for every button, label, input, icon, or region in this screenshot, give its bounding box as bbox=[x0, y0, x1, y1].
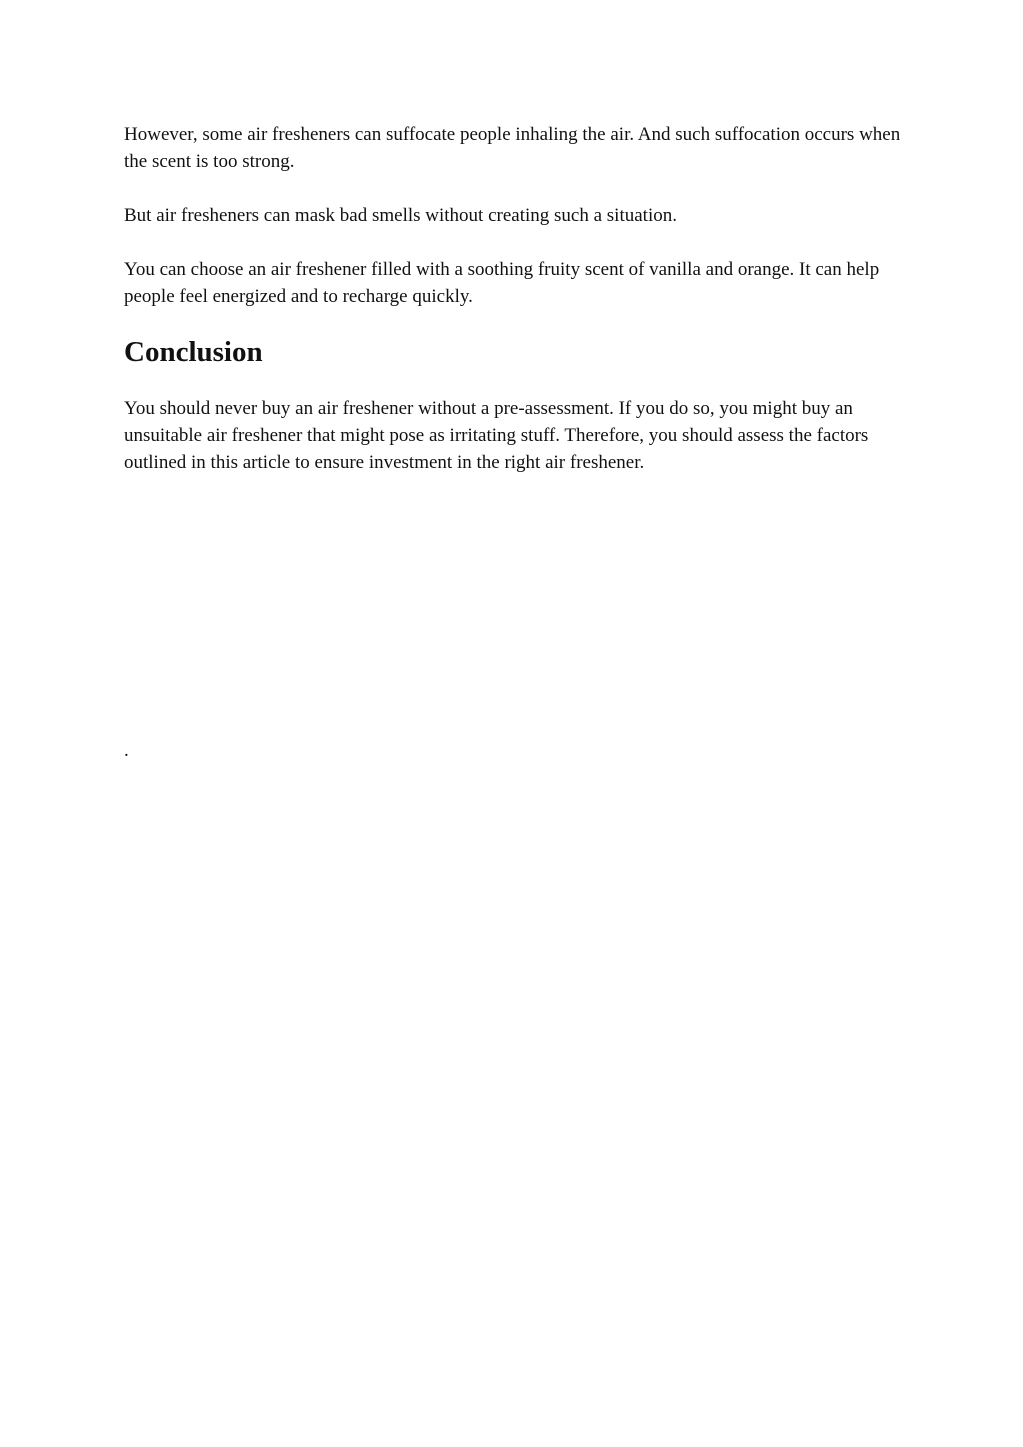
section-heading-conclusion: Conclusion bbox=[124, 336, 263, 368]
paragraph-suffocation: However, some air fresheners can suffocate people inhaling the air. And such suffocation occurs when the scent is too strong. bbox=[124, 124, 901, 172]
trailing-period: . bbox=[124, 740, 129, 761]
paragraph-fruity-scent: You can choose an air freshener filled with a soothing fruity scent of vanilla and orange. It can help people feel energized and to recharge quickly. bbox=[124, 259, 880, 307]
paragraph-conclusion: You should never buy an air freshener without a pre-assessment. If you do so, you might buy an unsuitable air freshener that might pose as irritating stuff. Therefore, you should assess the factors outlined in this article to ensure investment in the right air freshener. bbox=[124, 398, 869, 473]
document-body bbox=[124, 121, 904, 476]
paragraph-mask-smells: But air fresheners can mask bad smells without creating such a situation. bbox=[124, 205, 677, 226]
